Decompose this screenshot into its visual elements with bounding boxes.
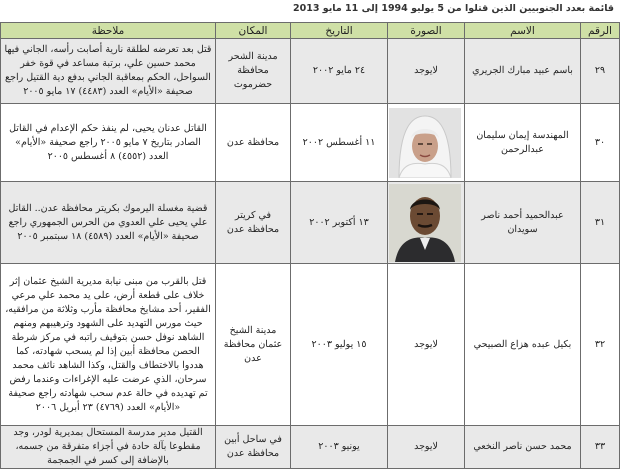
row-photo: لايوجد xyxy=(388,264,465,426)
row-name: محمد حسن ناصر النخعي xyxy=(465,426,581,469)
row-name: المهندسة إيمان سليمان عبدالرحمن xyxy=(465,104,581,182)
table-row xyxy=(1,104,620,182)
header-num: الرقم xyxy=(581,23,620,39)
row-number: ٣٣ xyxy=(581,426,620,469)
row-note: قتل بالقرب من مبنى نيابة مديرية الشيخ عثمان إثر خلاف على قطعة أرض، على يد محمد علي مرعي الفقير، أحد مشايخ محافظة مأرب وثلاثة من مرافقيه، حيث مورس التهديد على الشهود وترهيبهم ومنهم الشاهد نوفل حسن بتوقيف راتبه في مركز شرطة الحصن محافظة أبين إذا لم يسحب شهادته، كما هددوا بالاختطاف والقتل، وكذا الشاهد نائف محمد سرحان، الذي عرضت عليه الإغراءات وعندما رفض تم تهديده في حالة عدم سحب شهادته راجع صحيفة «الأيام» العدد (٤٧٦٩) ٢٣ أبريل ٢٠٠٦ xyxy=(1,264,216,426)
row-date: ١٣ أكتوبر ٢٠٠٢ xyxy=(291,182,388,264)
row-date: ١١ أغسطس ٢٠٠٢ xyxy=(291,104,388,182)
row-photo: لايوجد xyxy=(388,39,465,104)
victim-photo-man xyxy=(389,184,461,262)
row-photo: لايوجد xyxy=(388,426,465,469)
row-place: محافظة عدن xyxy=(216,104,291,182)
header-note: ملاحظة xyxy=(1,23,216,39)
row-name: باسم عبيد مبارك الجريري xyxy=(465,39,581,104)
row-name: بكيل عبده هزاع الصبيحي xyxy=(465,264,581,426)
page-title: قائمة بعدد الجنوبيين الذين قتلوا من 5 يوليو 1994 إلى 11 مايو 2013 xyxy=(292,3,614,14)
victim-photo-woman xyxy=(389,108,461,178)
table-header-row xyxy=(1,23,620,39)
table-row xyxy=(1,182,620,264)
table-row xyxy=(1,264,620,426)
row-date: ١٥ يوليو ٢٠٠٣ xyxy=(291,264,388,426)
header-photo: الصورة xyxy=(388,23,465,39)
row-place: مدينة الشيخ عثمان محافظة عدن xyxy=(216,264,291,426)
row-number: ٣٠ xyxy=(581,104,620,182)
row-note: قتل بعد تعرضه لطلقة نارية أصابت رأسه، الجاني فيها محمد حسين علي، برتبة مساعد في قوة خفر السواحل، الحكم بمعاقبة الجاني بدفع دية القتيل راجع صحيفة «الأيام» العدد (٤٤٨٣) ١٧ مايو ٢٠٠٥ xyxy=(1,39,216,104)
table-row xyxy=(1,426,620,469)
table-row xyxy=(1,39,620,104)
row-date: يونيو ٢٠٠٣ xyxy=(291,426,388,469)
row-place: مدينة الشحر محافظة حضرموت xyxy=(216,39,291,104)
header-name: الاسم xyxy=(465,23,581,39)
row-note: قضية مغسلة اليرموك بكريتر محافظة عدن.. القاتل علي يحيى علي العدوي من الحرس الجمهوري راجع صحيفة «الأيام» العدد (٤٥٨٩) ١٨ سبتمبر ٢٠٠٥ xyxy=(1,182,216,264)
header-place: المكان xyxy=(216,23,291,39)
row-note: القاتل عدنان يحيى، لم ينفذ حكم الإعدام في القاتل الصادر بتاريخ ٧ مايو ٢٠٠٥ راجع صحيفة «الأيام» العدد (٤٥٥٢) ٨ أغسطس ٢٠٠٥ xyxy=(1,104,216,182)
row-number: ٢٩ xyxy=(581,39,620,104)
row-photo xyxy=(388,104,465,182)
row-date: ٢٤ مايو ٢٠٠٢ xyxy=(291,39,388,104)
row-number: ٣٢ xyxy=(581,264,620,426)
row-note: القتيل مدير مدرسة المستحال بمديرية لودر، وجد مقطوعا بآلة حادة في أجزاء متفرقة من جسمه، بالإضافة إلى كسر في الجمجمة xyxy=(1,426,216,469)
header-date: التاريخ xyxy=(291,23,388,39)
row-place: في ساحل أبين محافظة عدن xyxy=(216,426,291,469)
row-place: في كريتر محافظة عدن xyxy=(216,182,291,264)
row-number: ٣١ xyxy=(581,182,620,264)
row-photo xyxy=(388,182,465,264)
victims-table xyxy=(0,22,620,469)
row-name: عبدالحميد أحمد ناصر سويدان xyxy=(465,182,581,264)
